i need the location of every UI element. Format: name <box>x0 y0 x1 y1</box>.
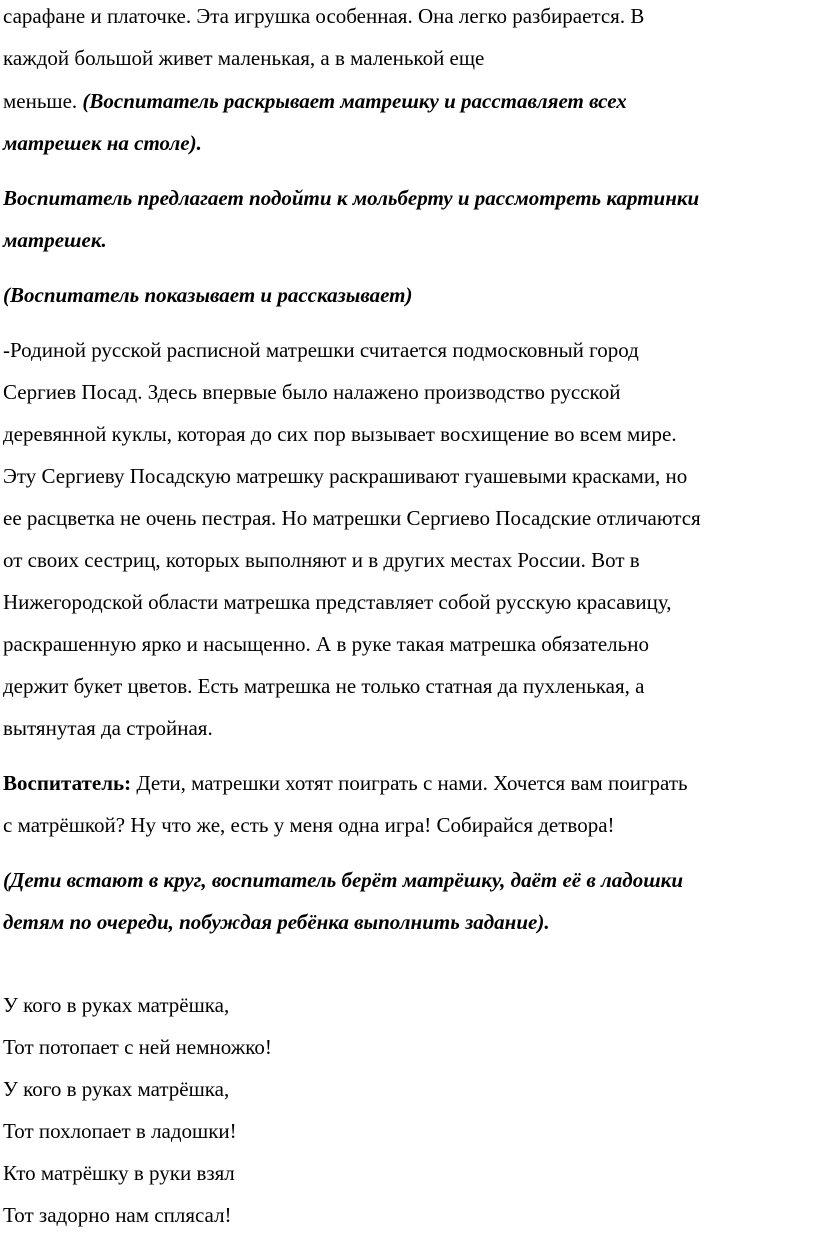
story-line: вытянутая да стройная. <box>3 716 213 740</box>
intro-line-1: сарафане и платочке. Эта игрушка особенная. Она легко разбирается. В <box>3 4 645 28</box>
story-line: Сергиев Посад. Здесь впервые было налажено производство русской <box>3 380 621 404</box>
teacher-line-2: с матрёшкой? Ну что же, есть у меня одна игра! Собирайся детвора! <box>3 813 615 837</box>
story-line: раскрашенную ярко и насыщенно. А в руке такая матрешка обязательно <box>3 632 649 656</box>
poem-line: У кого в руках матрёшка, <box>3 993 230 1017</box>
teacher-line-1 <box>3 773 688 794</box>
intro-line-3-text: меньше. <box>3 89 83 113</box>
easel-instruction-line-2: матрешек. <box>3 228 107 252</box>
teacher-line-1-text: Дети, матрешки хотят поиграть с нами. Хочется вам поиграть <box>131 771 688 795</box>
poem-line: Кто матрёшку в руки взял <box>3 1161 235 1185</box>
intro-line-4: матрешек на столе). <box>3 131 202 155</box>
speaker-label: Воспитатель: <box>3 771 132 795</box>
story-line: деревянной куклы, которая до сих пор вызывает восхищение во всем мире. <box>3 422 677 446</box>
easel-instruction-line-1: Воспитатель предлагает подойти к мольберту и рассмотреть картинки <box>3 186 700 210</box>
intro-line-2: каждой большой живет маленькая, а в маленькой еще <box>3 46 485 70</box>
story-line: Эту Сергиеву Посадскую матрешку раскрашивают гуашевыми красками, но <box>3 464 688 488</box>
poem-line: Тот потопает с ней немножко! <box>3 1035 272 1059</box>
circle-instruction-line-2: детям по очереди, побуждая ребёнка выполнить задание). <box>3 910 550 934</box>
story-line: от своих сестриц, которых выполняют и в других местах России. Вот в <box>3 548 640 572</box>
poem-line: Тот похлопает в ладошки! <box>3 1119 237 1143</box>
story-line: ее расцветка не очень пестрая. Но матрешки Сергиево Посадские отличаются <box>3 506 701 530</box>
story-line: -Родиной русской расписной матрешки считается подмосковный город <box>3 338 639 362</box>
story-line: Нижегородской области матрешка представляет собой русскую красавицу, <box>3 590 672 614</box>
intro-line-3 <box>3 91 627 112</box>
poem-line: Тот задорно нам сплясал! <box>3 1203 232 1227</box>
show-instruction: (Воспитатель показывает и рассказывает) <box>3 283 413 307</box>
poem-line: У кого в руках матрёшка, <box>3 1077 230 1101</box>
circle-instruction-line-1: (Дети встают в круг, воспитатель берёт матрёшку, даёт её в ладошки <box>3 868 684 892</box>
intro-line-3-italic: (Воспитатель раскрывает матрешку и расставляет всех <box>82 89 627 113</box>
story-line: держит букет цветов. Есть матрешка не только статная да пухленькая, а <box>3 674 645 698</box>
